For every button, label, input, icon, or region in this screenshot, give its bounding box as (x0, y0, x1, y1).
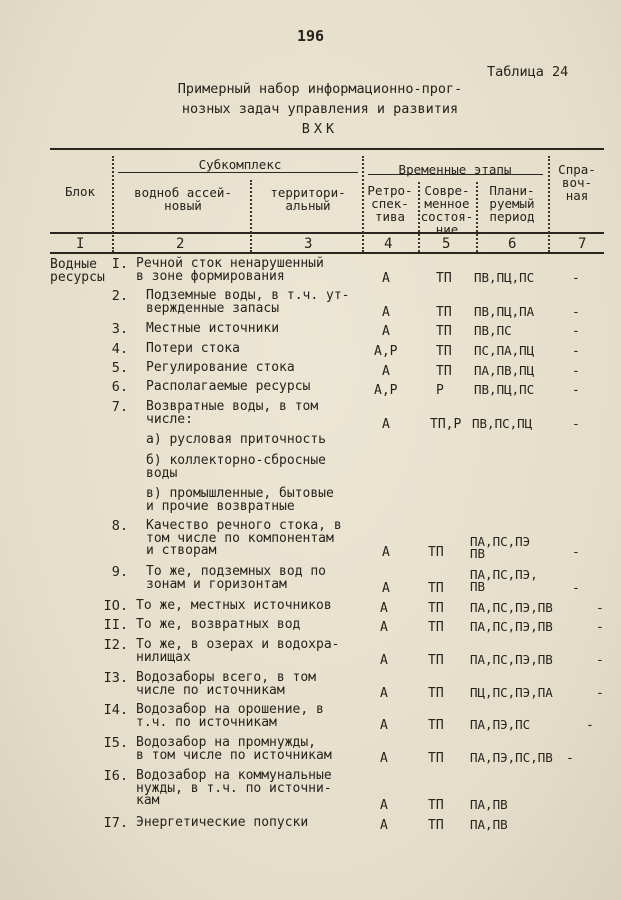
row-current: ТП (428, 751, 444, 766)
table-title-line-2: нозных задач управления и развития (181, 101, 459, 117)
header-planned: Плани- руемый период (489, 183, 535, 224)
row-planned: ПЦ,ПС,ПЭ,ПА (470, 685, 553, 700)
row-planned: ПА,ПЭ,ПС (470, 717, 531, 732)
row-retro: А (382, 271, 390, 286)
row-current: ТП,Р (430, 417, 462, 432)
table-title-line-3: ВХК (301, 121, 339, 137)
row-reference: - (596, 620, 604, 635)
row-current: ТП (428, 718, 444, 733)
row-text: а) русловая приточность (146, 432, 327, 447)
subcomplex-rule (118, 172, 358, 173)
row-number: IО. (103, 598, 128, 614)
row-text: Располагаемые ресурсы (146, 379, 311, 394)
row-planned: ПВ,ПЦ,ПС (474, 270, 535, 285)
row-planned: ПВ,ПС (474, 323, 512, 338)
row-text: Подземные воды, в т.ч. ут- вержденные запасы (146, 288, 350, 316)
row-text: То же, возвратных вод (136, 617, 301, 632)
row-planned: ПВ,ПЦ,ПА (474, 304, 535, 319)
header-time-stages: Временные этапы (398, 162, 512, 177)
row-current: ТП (428, 653, 444, 668)
row-current: ТП (436, 344, 452, 359)
row-number: 3. (111, 321, 128, 337)
row-retro: А (380, 653, 388, 668)
row-reference: - (572, 383, 580, 398)
row-number: 4. (111, 341, 128, 357)
row-reference: - (572, 324, 580, 339)
row-current: ТП (428, 798, 444, 813)
col-number-6: 6 (508, 236, 517, 252)
row-current: ТП (428, 601, 444, 616)
row-reference: - (572, 344, 580, 359)
row-current: ТП (428, 818, 444, 833)
row-retro: А (380, 620, 388, 635)
row-text: Качество речного стока, в том числе по компонентам и створам (146, 518, 342, 558)
table-label: Таблица 24 (487, 64, 569, 80)
row-text: Водозабор на коммунальные нужды, в т.ч. по источни- кам (136, 768, 332, 808)
row-text: Потери стока (146, 341, 240, 356)
row-retro: А (382, 417, 390, 432)
row-number: 5. (111, 360, 128, 376)
row-planned: ПА,ПС,ПЭ, ПВ (470, 567, 538, 594)
row-current: ТП (428, 545, 444, 560)
row-number: 2. (111, 288, 128, 304)
row-number: I2. (103, 637, 128, 653)
row-text: Регулирование стока (146, 360, 295, 375)
table-title-line-1: Примерный набор информационно-прог- (177, 81, 463, 97)
row-planned: ПА,ПС,ПЭ,ПВ (470, 600, 553, 615)
row-current: ТП (428, 620, 444, 635)
col-number-3: 3 (304, 236, 313, 252)
col-number-4: 4 (384, 236, 393, 252)
column-number-rule (50, 252, 604, 254)
row-retro: А (380, 818, 388, 833)
row-reference: - (572, 271, 580, 286)
row-planned: ПА,ПВ (470, 797, 508, 812)
row-text: Водозабор на орошение, в т.ч. по источникам (136, 702, 324, 730)
row-text: То же, подземных вод по зонам и горизонтам (146, 564, 327, 592)
row-reference: - (596, 686, 604, 701)
row-number: I6. (103, 768, 128, 784)
row-retro: А (382, 581, 390, 596)
row-retro: А (382, 324, 390, 339)
row-number: I7. (103, 815, 128, 831)
col-number-1: I (76, 236, 85, 252)
row-reference: - (572, 581, 580, 596)
header-retro: Ретро- спек- тива (367, 183, 413, 224)
row-reference: - (572, 417, 580, 432)
header-basin: водноб ассей- новый (134, 185, 232, 213)
header-territorial: территори- альный (270, 185, 346, 213)
row-current: ТП (436, 305, 452, 320)
row-text: б) коллекторно-сбросные воды (146, 453, 327, 481)
row-current: ТП (436, 364, 452, 379)
row-retro: А,Р (374, 344, 398, 359)
row-reference: - (596, 601, 604, 616)
row-text: Энергетические попуски (136, 815, 309, 830)
row-current: Р (436, 383, 444, 398)
row-text: То же, местных источников (136, 598, 332, 613)
row-retro: А,Р (374, 383, 398, 398)
row-text: Местные источники (146, 321, 280, 336)
row-reference: - (596, 653, 604, 668)
row-text: То же, в озерах и водохра- нилищах (136, 637, 340, 665)
row-current: ТП (428, 686, 444, 701)
row-reference: - (572, 545, 580, 560)
row-retro: А (382, 545, 390, 560)
row-text: Возвратные воды, в том числе: (146, 399, 319, 427)
header-subcomplex: Субкомплекс (198, 157, 282, 172)
header-block: Блок (64, 184, 96, 199)
row-text: Водозабор на промнужды, в том числе по источникам (136, 735, 332, 763)
row-planned: ПА,ПС,ПЭ,ПВ (470, 619, 553, 634)
row-text: Речной сток ненарушенный в зоне формирования (136, 256, 324, 284)
col-number-5: 5 (442, 236, 451, 252)
row-text: Водозаборы всего, в том числе по источникам (136, 670, 317, 698)
page-number: 196 (296, 27, 325, 45)
row-number: 8. (111, 518, 128, 534)
row-retro: А (380, 798, 388, 813)
row-retro: А (380, 718, 388, 733)
row-number: I5. (103, 735, 128, 751)
col-sep-2 (250, 180, 252, 252)
row-current: ТП (436, 324, 452, 339)
row-number: 7. (111, 399, 128, 415)
row-planned: ПА,ПВ (470, 817, 508, 832)
header-bottom-rule (50, 232, 604, 234)
row-number: 6. (111, 379, 128, 395)
row-number: 9. (111, 564, 128, 580)
col-sep-6 (548, 156, 550, 252)
row-retro: А (380, 601, 388, 616)
row-number: I3. (103, 670, 128, 686)
row-current: ТП (428, 581, 444, 596)
header-reference: Спра- воч- ная (558, 162, 596, 203)
row-planned: ПВ,ПЦ,ПС (474, 382, 535, 397)
row-planned: ПВ,ПС,ПЦ (472, 416, 533, 431)
row-current: ТП (436, 271, 452, 286)
row-reference: - (572, 364, 580, 379)
row-number: I. (111, 256, 128, 272)
row-reference: - (586, 718, 594, 733)
col-number-7: 7 (578, 236, 587, 252)
row-retro: А (382, 305, 390, 320)
table-top-rule (50, 148, 604, 150)
row-text: в) промышленные, бытовые и прочие возвратные (146, 486, 334, 514)
col-number-2: 2 (176, 236, 185, 252)
row-number: II. (103, 617, 128, 633)
row-planned: ПА,ПЭ,ПС,ПВ (470, 750, 553, 765)
row-planned: ПС,ПА,ПЦ (474, 343, 535, 358)
row-retro: А (382, 364, 390, 379)
row-reference: - (572, 305, 580, 320)
row-number: I4. (103, 702, 128, 718)
row-retro: А (380, 751, 388, 766)
row-planned: ПА,ПВ,ПЦ (474, 363, 535, 378)
col-sep-1 (112, 156, 114, 252)
row-reference: - (566, 751, 574, 766)
header-current: Совре- менное состоя- ние (420, 183, 474, 237)
row-planned: ПА,ПС,ПЭ ПВ (470, 534, 531, 561)
block-name: Водные ресурсы (50, 257, 105, 285)
row-planned: ПА,ПС,ПЭ,ПВ (470, 652, 553, 667)
row-retro: А (380, 686, 388, 701)
